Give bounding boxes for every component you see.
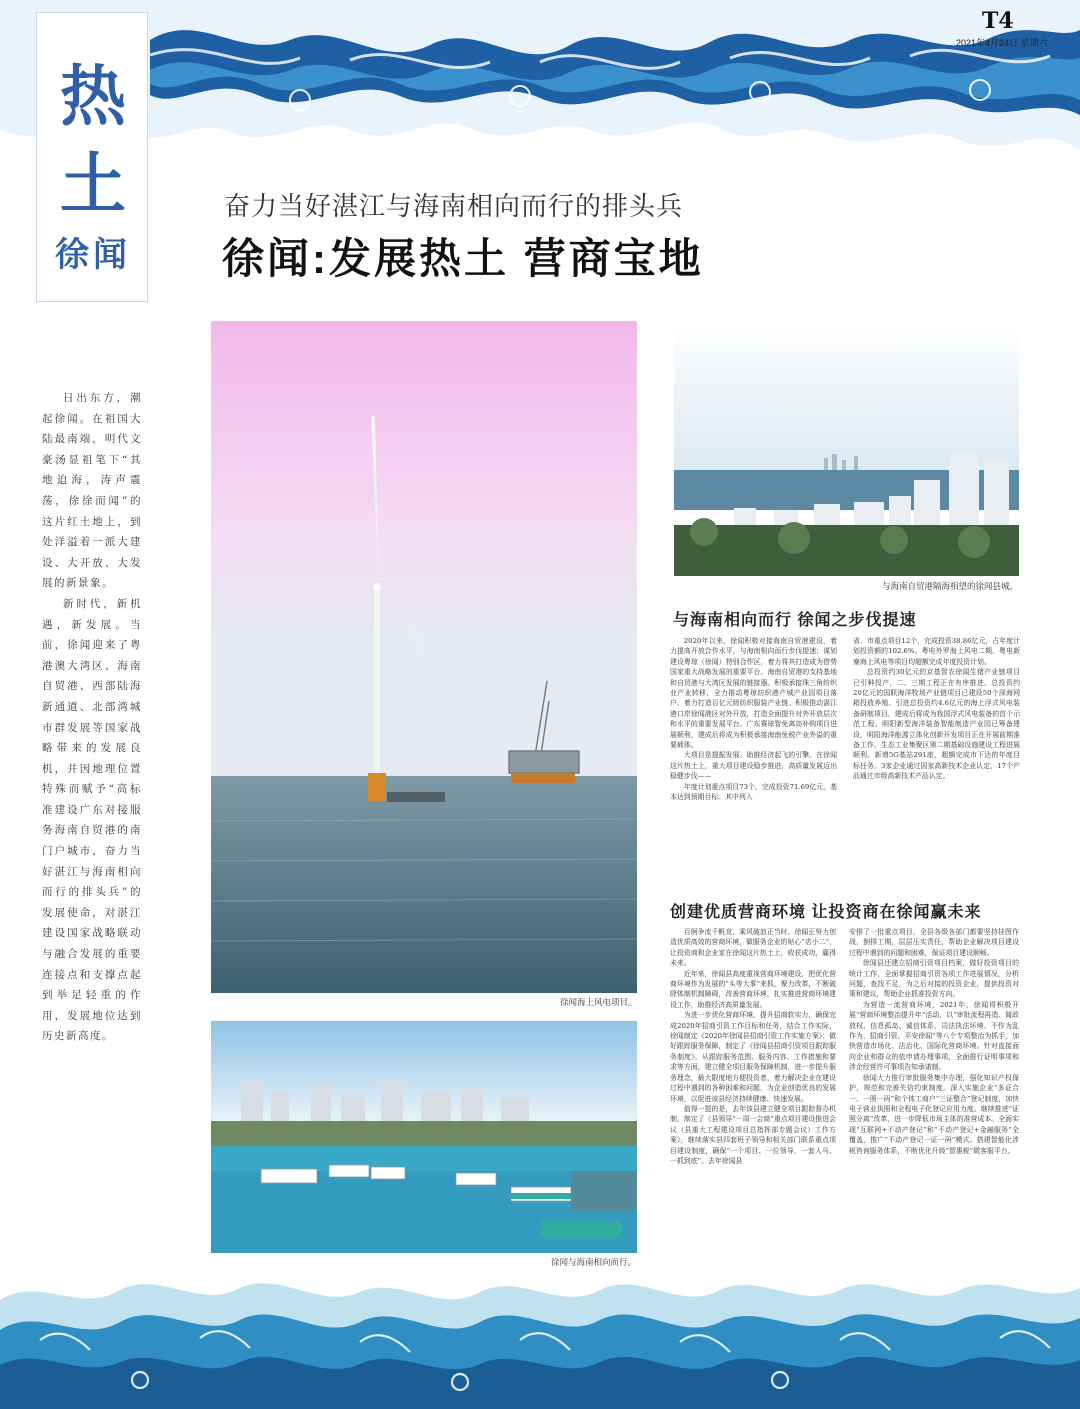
section-2-paragraph: 徐闻大力推行审批服务集中办理，强化知识产权保护，规范和完善失信约束制度。深入实施企业“多证合一、一照一码”和个体工商户“三证整合”登记制度，加快电子营业执照和全程电子化登记应用力度。继续推进“证照分离”改革，进一步降低市场主体的准营成本。全面实现“互联网+不动产登记”和“不动产登记+金融服务”全覆盖，推广“不动产登记一证一码”模式。搭建智能化涉税咨询服务体系，不断优化升级“智惠税”微客服平台。 — [849, 1073, 1019, 1155]
section-2-column-2 — [849, 927, 1019, 1273]
section-2-paragraph: 值得一提的是，去年该县建立健全项目跟踪督办机制，制定了《县领导“一周一会商”重点项目建设推进会议（县重大工程建设项目总指挥部专题会议）工作方案》，继续落实县四套班子领导和相关部门联系重点项目建设制度，确保“一个项目、一位领导、一套人马、一抓到底”。去年徐闻县 — [670, 1104, 836, 1165]
masthead-edition: 徐闻 — [55, 235, 131, 275]
wind-photo-caption: 徐闻海上风电项目。 — [560, 997, 637, 1007]
county-city-photo — [674, 320, 1019, 576]
section-1-paragraph: 总投资约30亿元的京基智农徐闻生猪产业链项目已引种投产，二、三期工程正在有序推进。总投资约20亿元的国联海洋牧场产业链项目已建设50个深海网箱投放养殖。引进总投资约4.6亿元的海上浮式风电装备研制项目，建成后将成为我国浮式风电装备的首个示范工程。明阳新型海洋装备智能制造产业园已筹备建设，明阳海洋能源立体化创新开发项目正在开展前期准备工作。生态工业集聚区第二期基础设施建设工程进展顺利。新增5G基站291座，超额完成市下达的年度目标任务。3家企业通过国家高新技术企业认定，17个产品通过市级高新技术产品认定。 — [853, 668, 1020, 781]
headline-subtitle: 奋力当好湛江与海南相向而行的排头兵 — [224, 191, 684, 221]
section-1-heading: 与海南相向而行 徐闻之步伐提速 — [673, 612, 917, 629]
headline-title: 徐闻:发展热土 营商宝地 — [222, 235, 704, 282]
section-1-column-1 — [670, 636, 837, 848]
section-1-paragraph: 年度计划重点项目73个，完成投资71.69亿元，基本达到预期目标；其中列入 — [670, 782, 837, 802]
section-1-paragraph: 2020年以来，徐闻积极对接海南自贸港建设，着力提高开放合作水平，与海南相向而行步伐提速；谋划建设粤琼（徐闻）特别合作区，着力将其打造成为借势国家重大战略发展的重要平台、海南自贸港的支持基地和自贸港与大湾区发展的链接器。积极承接珠三角纺织业产业转移，全力推动粤琼纺织港产城产业园项目落户，着力打造百亿元级纺织服装产业链。积极推动湛江港口岸徐闻港区对外开放，打造全面提升对外开放层次和水平的重要发展平台。广东赛球智免离岛补购项目进展顺利，建成后将成为积极承接海南免税产业外溢的重要载体。 — [670, 637, 837, 750]
page-number: T4 — [982, 8, 1014, 34]
bottom-wave-banner — [0, 1270, 1080, 1409]
section-2-paragraph: 安排了一批重点项目，全县各级各部门都要坚持挂图作战，倒排工期，层层压实责任，帮助企业解决项目建设过程中遇到的问题和困难，保证项目建设顺畅。 — [849, 928, 1019, 957]
top-wave-banner — [0, 0, 1080, 160]
lead-p2: 新时代，新机遇，新发展。当前，徐闻迎来了粤港澳大湾区、海南自贸港、西部陆海新通道、北部湾城市群发展等国家战略带来的发展良机，并因地理位置特殊而赋予“高标准建设广东对接服务海南自贸港的南门户城市，奋力当好湛江与海南相向而行的排头兵”的发展使命，对湛江建设国家战略联动与融合发展的重要连接点和支撑点起到举足轻重的作用，发展地位达到历史新高度。 — [42, 597, 142, 1043]
section-1-paragraph: 大项目是提振发展、助推经济起飞的引擎。在徐闻这片热土上，重大项目建设稳步推进，高质量发展迈出稳健步伐—— — [670, 751, 837, 781]
page-date: 2021年4月24日 星期六 — [956, 38, 1048, 48]
lead-paragraph — [42, 388, 142, 1047]
masthead-box — [36, 12, 148, 302]
masthead-char-tu: 土 — [60, 145, 126, 223]
wind-turbine-photo — [211, 321, 637, 993]
port-photo-caption: 徐闻与海南相向而行。 — [551, 1257, 637, 1267]
section-2-paragraph: 为营造一流营商环境，2021年，徐闻将积极开展“营商环境整治提升年”活动，以“审批流程再造、简政放权、信息孤岛、诚信体系、司法执法环境、不作为乱作为、招商引资、平安徐闻”等八个专项整治为抓手，加快营造市场化、法治化、国际化营商环境。针对直接面向企业和群众的依申请办理事项，全面推行证明事项和涉企经营许可事项告知承诺制。 — [849, 1000, 1019, 1072]
section-2-paragraph: 为进一步优化营商环境，提升招商软实力，确保完成2020年招商引资工作目标和任务，结合工作实际，徐闻制定《2020年徐闻县招商引资工作实施方案》；做好跟踪服务保障，制定了《徐闻县招商引资项目跟踪服务制度》，从跟踪服务范围、服务内容、工作措施和要求等方面，建立健全项目服务保障机制，进一步提升服务理念，最大限度地方便投资者，着力解决企业在建设过程中遇到的各种困难和问题，为企业创造优良的发展环境，以促进该县经济持续健康、快速发展。 — [670, 1011, 836, 1103]
city-photo-caption: 与海南自贸港隔海相望的徐闻县城。 — [882, 581, 1019, 591]
section-2-heading: 创建优质营商环境 让投资商在徐闻赢未来 — [670, 904, 982, 921]
section-2-paragraph: 近年来，徐闻县高度重视营商环境建设，把优化营商环境作为发展的“头等大事”来抓，聚力改革，不断破除体制机制障碍，改善营商环境，扎实推进营商环境建设工作，助推经济高质量发展。 — [670, 969, 836, 1009]
lead-p1: 日出东方，潮起徐闻。在祖国大陆最南端，明代文豪汤显祖笔下“其地迫海，涛声震荡，徐徐而闻”的这片红土地上，到处洋溢着一派大建设、大开放、大发展的新景象。 — [42, 392, 142, 590]
section-2-column-1 — [670, 927, 836, 1273]
section-1-paragraph: 省、市重点项目12个，完成投资38.86亿元，占年度计划投资额的102.6%。粤电外罗海上风电二期、粤电新寮海上风电等项目均超额完成年度投资计划。 — [853, 637, 1020, 666]
masthead-char-re: 热 — [60, 57, 126, 135]
section-2-paragraph: 徐闻县还建立招商引资项目档案，做好投资项目的统计工作，全面掌握招商引资各项工作进展情况，分析问题，查找不足，为之后对接的投资企业，提供投资对策和建议，帮助企业抓准投资方向。 — [849, 959, 1019, 999]
section-2-paragraph: 百舸争流千帆竞，乘风破浪正当时。徐闻正努力创造优质高效的营商环境，做服务企业的贴心“店小二”，让投资商和企业家在徐闻这片热土上，收获成功，赢得未来。 — [670, 928, 836, 968]
port-ferry-photo — [211, 1021, 637, 1253]
section-1-column-2 — [853, 636, 1020, 848]
